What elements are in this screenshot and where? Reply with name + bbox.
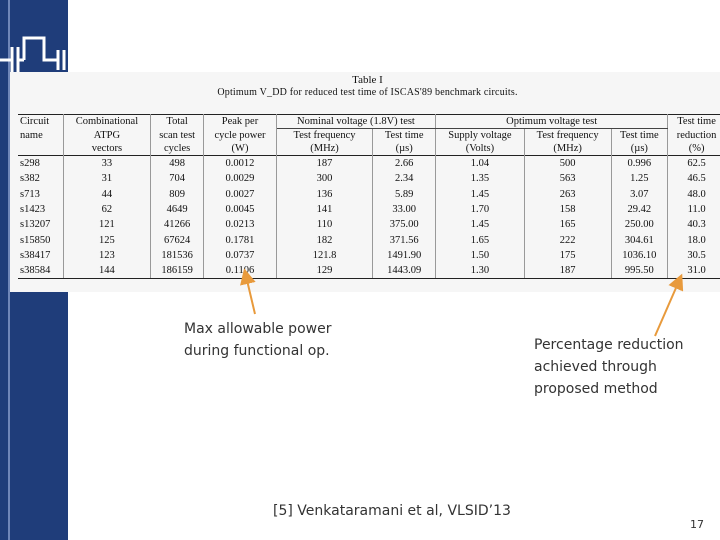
header-cell: Peak per <box>204 115 277 129</box>
table-cell: 165 <box>524 217 611 232</box>
table-cell: 0.0045 <box>204 202 277 217</box>
table-cell: 0.0027 <box>204 187 277 202</box>
table-cell: 2.66 <box>373 156 436 172</box>
table-cell: 67624 <box>151 232 204 247</box>
table-cell: 175 <box>524 248 611 263</box>
table-cell: 0.1106 <box>204 263 277 279</box>
table-cell: 33.00 <box>373 202 436 217</box>
table-title: Table I <box>352 74 383 86</box>
table-cell: 62 <box>63 202 150 217</box>
table-cell: 30.5 <box>687 249 706 261</box>
power-arrow <box>246 276 255 314</box>
table-cell: 371.56 <box>373 232 436 247</box>
table-cell: s38417 <box>18 248 63 263</box>
table-cell: 222 <box>524 232 611 247</box>
header-cell: cycle power <box>204 129 277 143</box>
table-cell: 123 <box>63 248 150 263</box>
header-cell: (µs) <box>611 142 668 156</box>
citation: [5] Venkataramani et al, VLSID’13 <box>273 503 511 519</box>
header-cell: Circuit <box>18 115 63 129</box>
table-cell: 1.70 <box>436 202 525 217</box>
table-cell: 1.35 <box>436 171 525 186</box>
table-cell: 809 <box>151 187 204 202</box>
table-cell: 121.8 <box>276 248 372 263</box>
table-cell: s382 <box>18 171 63 186</box>
header-cell: Test frequency <box>524 129 611 143</box>
header-cell: scan test <box>151 129 204 143</box>
annotation-line: Percentage reduction <box>534 337 684 353</box>
annotation-percentage-reduction <box>534 334 684 400</box>
table-cell: s298 <box>18 156 63 172</box>
table-cell: 375.00 <box>373 217 436 232</box>
table-cell: 563 <box>524 171 611 186</box>
table-cell: 121 <box>63 217 150 232</box>
table-cell: 0.0012 <box>204 156 277 172</box>
annotation-line: proposed method <box>534 381 658 397</box>
table-cell: 40.3 <box>687 219 706 231</box>
table-cell: 1.04 <box>436 156 525 172</box>
table-cell: 0.0029 <box>204 171 277 186</box>
table-cell: 110 <box>276 217 372 232</box>
table-cell: 187 <box>276 156 372 172</box>
table-cell: 1.65 <box>436 232 525 247</box>
table-cell: 62.5 <box>668 156 720 172</box>
table-cell: 5.89 <box>373 187 436 202</box>
table-cell: 33 <box>63 156 150 172</box>
table-cell: s1423 <box>18 202 63 217</box>
header-cell-group-optimum: Optimum voltage test <box>436 115 668 129</box>
table-cell: 1.45 <box>436 187 525 202</box>
header-cell-group-nominal: Nominal voltage (1.8V) test <box>276 115 435 129</box>
table-cell: 995.50 <box>611 263 668 279</box>
header-cell: Test time <box>373 129 436 143</box>
header-cell: Supply voltage <box>436 129 525 143</box>
table-cell: 263 <box>524 187 611 202</box>
table-cell: 1491.90 <box>373 248 436 263</box>
table-cell: s15850 <box>18 232 63 247</box>
header-cell: (Volts) <box>436 142 525 156</box>
table-cell: 300 <box>276 171 372 186</box>
table-cell: 1.30 <box>436 263 525 279</box>
table-cell: 31.0 <box>668 263 720 279</box>
header-cell: vectors <box>63 142 150 156</box>
table-cell: 2.34 <box>373 171 436 186</box>
table-cell: 144 <box>63 263 150 279</box>
table-cell: 186159 <box>151 263 204 279</box>
table-cell: 3.07 <box>611 187 668 202</box>
table-cell: 125 <box>63 232 150 247</box>
table-cell: 136 <box>276 187 372 202</box>
table-caption: Optimum V_DD for reduced test time of ISCAS'89 benchmark circuits. <box>217 87 518 98</box>
header-cell: ATPG <box>63 129 150 143</box>
header-cell: Combinational <box>63 115 150 129</box>
annotation-line: Max allowable power <box>184 321 332 337</box>
table-cell: 48.0 <box>687 188 706 200</box>
table-cell: 0.0737 <box>204 248 277 263</box>
header-cell: (MHz) <box>524 142 611 156</box>
header-cell: (%) <box>688 143 705 154</box>
table-cell: s38584 <box>18 263 63 279</box>
table-cell: s13207 <box>18 217 63 232</box>
table-cell: 500 <box>524 156 611 172</box>
header-cell: (µs) <box>373 142 436 156</box>
table-cell: 182 <box>276 232 372 247</box>
table-cell: 44 <box>63 187 150 202</box>
table-cell: 4649 <box>151 202 204 217</box>
table-cell: 31 <box>63 171 150 186</box>
table-cell: 18.0 <box>687 234 706 246</box>
table-cell: 0.996 <box>611 156 668 172</box>
header-cell: reduction <box>676 129 717 141</box>
header-cell: (W) <box>204 142 277 156</box>
table-cell: 187 <box>524 263 611 279</box>
table-cell: 1036.10 <box>611 248 668 263</box>
table-cell: 1.45 <box>436 217 525 232</box>
table-cell: 181536 <box>151 248 204 263</box>
header-cell: Total <box>151 115 204 129</box>
table-cell: 0.0213 <box>204 217 277 232</box>
table-cell: 1.25 <box>611 171 668 186</box>
table-cell: 158 <box>524 202 611 217</box>
table-cell: 250.00 <box>611 217 668 232</box>
table-cell: 41266 <box>151 217 204 232</box>
table-cell: 498 <box>151 156 204 172</box>
header-cell: Test time <box>668 115 720 129</box>
header-cell: Test time <box>611 129 668 143</box>
header-cell: cycles <box>151 142 204 156</box>
annotation-line: during functional op. <box>184 343 330 359</box>
table-cell: 1.50 <box>436 248 525 263</box>
table-cell: 11.0 <box>687 204 706 216</box>
header-cell: Test frequency <box>276 129 372 143</box>
table-cell: 1443.09 <box>373 263 436 279</box>
table-cell: 0.1781 <box>204 232 277 247</box>
table-cell: 29.42 <box>611 202 668 217</box>
header-cell: name <box>18 129 63 143</box>
reduction-arrow <box>655 281 679 336</box>
annotation-line: achieved through <box>534 359 657 375</box>
table-cell: s713 <box>18 187 63 202</box>
table-cell: 304.61 <box>611 232 668 247</box>
table-cell: 704 <box>151 171 204 186</box>
table-cell: 141 <box>276 202 372 217</box>
annotation-max-power <box>184 318 331 362</box>
header-cell: (MHz) <box>276 142 372 156</box>
table-cell: 129 <box>276 263 372 279</box>
page-number: 17 <box>690 518 704 531</box>
table-cell: 46.5 <box>687 173 706 185</box>
